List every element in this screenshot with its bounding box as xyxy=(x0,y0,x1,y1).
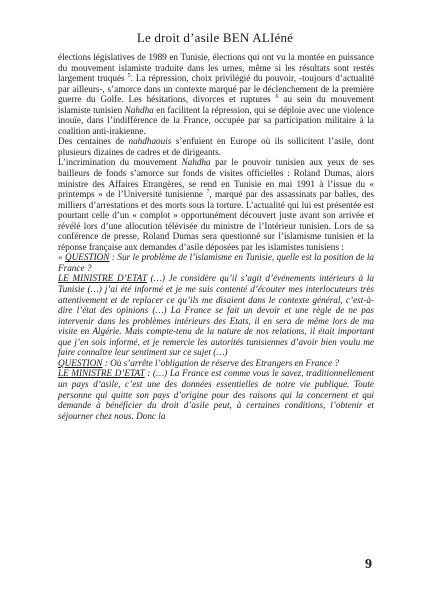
paragraph-1: élections législatives de 1989 en Tunisie, élections qui ont vu la montée en puissance du mouvement islamiste traduite dans les urnes, même si les résultats sont restés largement truqués $^5$. La répression, choix privilégié du pouvoir, -toujours d’actualité par ailleurs-, s’amorce dans un contexte marqué par le déclenchement de la première guerre du Golfe. Les hésitations, divorces et ruptures $^6$ au sein du mouvement islamiste tunisien Nahdha en facilitent la répression, qui se déploie avec une violence inouïe, dans l’indifférence de la France, occupée par sa participation militaire à la coalition anti-irakienne. xyxy=(58,52,374,136)
quote-answer-2: LE MINISTRE D’ETAT : (…) La France est comme vous le savez, traditionnellement un pays d’asile, c’est une des données essentielles de notre vie publique. Toute personne qui quitte son pays d’origine pour des raisons qui la concernent et qui demande à bénéficier du droit d’asile peut, à certaines conditions, l’obtenir et séjourner chez nous. Donc la xyxy=(58,368,374,421)
page-number: 9 xyxy=(365,557,372,572)
quote-question-2: QUESTION : Où s’arrête l’obligation de réserve des Etrangers en France ? xyxy=(58,357,339,368)
footnote-ref-5[interactable]: 5 xyxy=(127,73,131,80)
body-text xyxy=(58,52,374,421)
quote-answer-1: LE MINISTRE D’ETAT (…) Je considère qu’il s’agit d’événements intérieurs à la Tunisie (…) j’ai été informé et je me suis contenté d’écouter mes interlocuteurs très attentivement et de replacer ce qu’ils me disaient dans le contexte général, c’est-à-dire l’état des opinions (…) La France se fait un devoir et une règle de ne pas intervenir dans les problèmes intérieurs des Etats, il en sera de même lors de ma visite en Algérie. Mais compte-tenu de la nature de nos relations, il était important que j’en sois informé, et je remercie les autorités tunisiennes d’avoir bien voulu me faire connaître leur sentiment sur ce sujet (…) xyxy=(58,273,375,358)
paragraph-3: L’incrimination du mouvement Nahdha par le pouvoir tunisien aux yeux de ses bailleurs de fonds s’amorce sur fonds de visites officielles : Roland Dumas, alors ministre des Affaires Etrangères, se rend en Tunisie en mai 1991 à l’issue du « printemps » de l’Université tunisienne $^7$, marqué par des assassinats par balles, des milliers d’arrestations et des morts sous la torture. L’actualité qui lui est présentée est pourtant celle d’un « complot » opportunément découvert juste avant son arrivée et révélé lors d’une allocution télévisée du ministre de l’Intérieur tunisien. Lors de sa conférence de presse, Roland Dumas sera questionné sur l’islamisme tunisien et la réponse française aux demandes d’asile déposées par les islamistes tunisiens : xyxy=(58,157,375,252)
footnote-ref-6[interactable]: 6 xyxy=(275,94,279,101)
paragraph-2: Des centaines de nahdhaouis s’enfuient en Europe où ils sollicitent l’asile, dont plusieurs dizaines de cadres et de dirigeants. xyxy=(58,136,375,157)
quote-question-1: « QUESTION : Sur le problème de l’islamisme en Tunisie, quelle est la position de la France ? xyxy=(58,252,375,273)
running-header: Le droit d’asile BEN ALIéné xyxy=(136,30,294,45)
footnote-ref-7[interactable]: 7 xyxy=(206,189,210,196)
